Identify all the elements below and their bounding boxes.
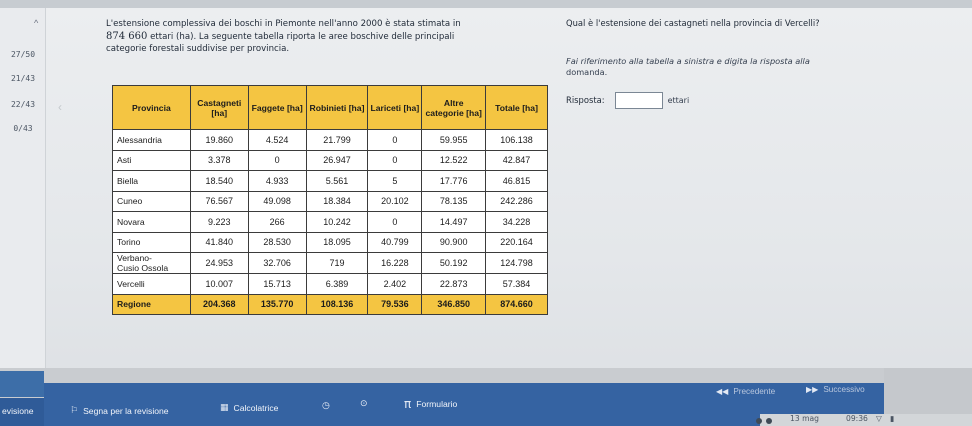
task-hint: [566, 56, 866, 78]
province-cell: Biella: [113, 171, 191, 192]
column-header: Lariceti [ha]: [368, 86, 422, 130]
previous-button[interactable]: [716, 387, 775, 396]
value-cell: 32.706: [248, 253, 306, 274]
target-icon: ⊙: [360, 399, 368, 409]
value-cell: 0: [368, 212, 422, 233]
wifi-icon: ▽: [876, 414, 882, 423]
value-cell: 0: [368, 150, 422, 171]
forest-area-table: [112, 85, 548, 315]
table-header-row: [113, 86, 548, 130]
column-header: Faggete [ha]: [248, 86, 306, 130]
value-cell: 40.799: [368, 232, 422, 253]
total-value-cell: 346.850: [422, 294, 486, 315]
total-value-cell: 874.660: [486, 294, 548, 315]
column-header: Altre categorie [ha]: [422, 86, 486, 130]
value-cell: 106.138: [486, 130, 548, 151]
calculator-button[interactable]: [220, 403, 278, 413]
previous-icon: ◀◀: [716, 387, 729, 396]
table-row: [113, 212, 548, 233]
value-cell: 10.007: [190, 274, 248, 295]
total-value-cell: 108.136: [306, 294, 368, 315]
value-cell: 78.135: [422, 191, 486, 212]
chevron-up-icon[interactable]: ^: [34, 18, 39, 28]
pi-icon: π: [404, 397, 412, 411]
rail-count[interactable]: 0/43: [13, 124, 33, 133]
flag-label: Segna per la revisione: [83, 406, 169, 416]
value-cell: 6.389: [306, 274, 368, 295]
value-cell: 18.540: [190, 171, 248, 192]
province-cell: Asti: [113, 150, 191, 171]
table-row: [113, 171, 548, 192]
formulas-label: Formulario: [416, 399, 458, 409]
answer-input[interactable]: [615, 92, 663, 109]
settings-button[interactable]: [360, 399, 368, 409]
calculator-label: Calcolatrice: [233, 403, 279, 413]
review-button[interactable]: [2, 406, 34, 416]
value-cell: 266: [248, 212, 306, 233]
value-cell: 719: [306, 253, 368, 274]
formulas-button[interactable]: [404, 397, 457, 411]
answer-row: [566, 91, 689, 109]
province-cell: Novara: [113, 212, 191, 233]
value-cell: 46.815: [486, 171, 548, 192]
value-cell: 57.384: [486, 274, 548, 295]
taskbar-time: 09:36: [846, 414, 868, 423]
total-value-cell: 204.368: [190, 294, 248, 315]
value-cell: 0: [248, 150, 306, 171]
clock-icon: ◷: [322, 401, 330, 411]
rail-count[interactable]: 22/43: [10, 100, 36, 109]
value-cell: 15.713: [248, 274, 306, 295]
value-cell: 28.530: [248, 232, 306, 253]
column-header: Totale [ha]: [486, 86, 548, 130]
question-line-rest: ettari (ha). La seguente tabella riporta le aree boschive delle principali: [147, 31, 455, 42]
value-cell: 76.567: [190, 191, 248, 212]
value-cell: 18.095: [306, 232, 368, 253]
table-row: [113, 274, 548, 295]
value-cell: 17.776: [422, 171, 486, 192]
value-cell: 5: [368, 171, 422, 192]
left-panel-block: [0, 371, 44, 397]
answer-unit: ettari: [667, 95, 690, 105]
next-icon: ▶▶: [806, 385, 819, 394]
timer-button[interactable]: [322, 401, 330, 411]
value-cell: 14.497: [422, 212, 486, 233]
review-label: evisione: [2, 406, 34, 416]
column-header: Provincia: [113, 86, 191, 130]
value-cell: 5.561: [306, 171, 368, 192]
value-cell: 50.192: [422, 253, 486, 274]
value-cell: 16.228: [368, 253, 422, 274]
value-cell: 4.524: [248, 130, 306, 151]
hint-line: Fai riferimento alla tabella a sinistra e digita la risposta alla: [566, 56, 810, 66]
value-cell: 2.402: [368, 274, 422, 295]
table-row: [113, 150, 548, 171]
value-cell: 22.873: [422, 274, 486, 295]
value-cell: 4.933: [248, 171, 306, 192]
table-row: [113, 130, 548, 151]
value-cell: 24.953: [190, 253, 248, 274]
question-line: [106, 31, 536, 44]
hint-line: domanda.: [566, 67, 608, 77]
question-rail: [0, 8, 46, 368]
value-cell: 18.384: [306, 191, 368, 212]
column-header: Robinieti [ha]: [306, 86, 368, 130]
taskbar-date: 13 mag: [790, 414, 819, 423]
value-cell: 9.223: [190, 212, 248, 233]
value-cell: 3.378: [190, 150, 248, 171]
column-header: Castagneti [ha]: [190, 86, 248, 130]
value-cell: 242.286: [486, 191, 548, 212]
app-icon[interactable]: [756, 418, 762, 424]
flag-icon: ⚐: [70, 406, 79, 416]
value-cell: 26.947: [306, 150, 368, 171]
table-row: [113, 232, 548, 253]
previous-label: Precedente: [733, 387, 776, 396]
calculator-icon: ▦: [220, 403, 229, 413]
value-cell: 20.102: [368, 191, 422, 212]
value-cell: 42.847: [486, 150, 548, 171]
table-row: [113, 191, 548, 212]
table-row: [113, 253, 548, 274]
chevron-left-icon[interactable]: ‹: [58, 100, 62, 114]
value-cell: 19.860: [190, 130, 248, 151]
value-cell: 220.164: [486, 232, 548, 253]
value-cell: 41.840: [190, 232, 248, 253]
task-instruction: Qual è l'estensione dei castagneti nella provincia di Vercelli?: [566, 18, 820, 28]
total-value: 874 660: [106, 30, 148, 42]
battery-icon: ▮: [890, 414, 895, 423]
province-cell: Verbano- Cusio Ossola: [113, 253, 191, 274]
province-cell: Torino: [113, 232, 191, 253]
total-row: [113, 294, 548, 315]
province-cell: Cuneo: [113, 191, 191, 212]
total-value-cell: 135.770: [248, 294, 306, 315]
answer-label: Risposta:: [566, 95, 605, 105]
value-cell: 12.522: [422, 150, 486, 171]
value-cell: 21.799: [306, 130, 368, 151]
next-button[interactable]: [806, 385, 865, 394]
value-cell: 124.798: [486, 253, 548, 274]
rail-count[interactable]: 21/43: [10, 74, 36, 83]
value-cell: 34.228: [486, 212, 548, 233]
value-cell: 59.955: [422, 130, 486, 151]
flag-for-review-button[interactable]: [70, 406, 169, 416]
total-label-cell: Regione: [113, 294, 191, 315]
rail-count[interactable]: 27/50: [10, 50, 36, 59]
value-cell: 0: [368, 130, 422, 151]
top-bezel: [0, 0, 972, 8]
total-value-cell: 79.536: [368, 294, 422, 315]
province-cell: Alessandria: [113, 130, 191, 151]
question-text: [106, 18, 536, 56]
app-icon[interactable]: [766, 418, 772, 424]
question-line: L'estensione complessiva dei boschi in Piemonte nell'anno 2000 è stata stimata in: [106, 19, 461, 29]
value-cell: 90.900: [422, 232, 486, 253]
next-label: Successivo: [823, 385, 865, 394]
value-cell: 49.098: [248, 191, 306, 212]
question-line: categorie forestali suddivise per provincia.: [106, 44, 290, 54]
value-cell: 10.242: [306, 212, 368, 233]
province-cell: Vercelli: [113, 274, 191, 295]
